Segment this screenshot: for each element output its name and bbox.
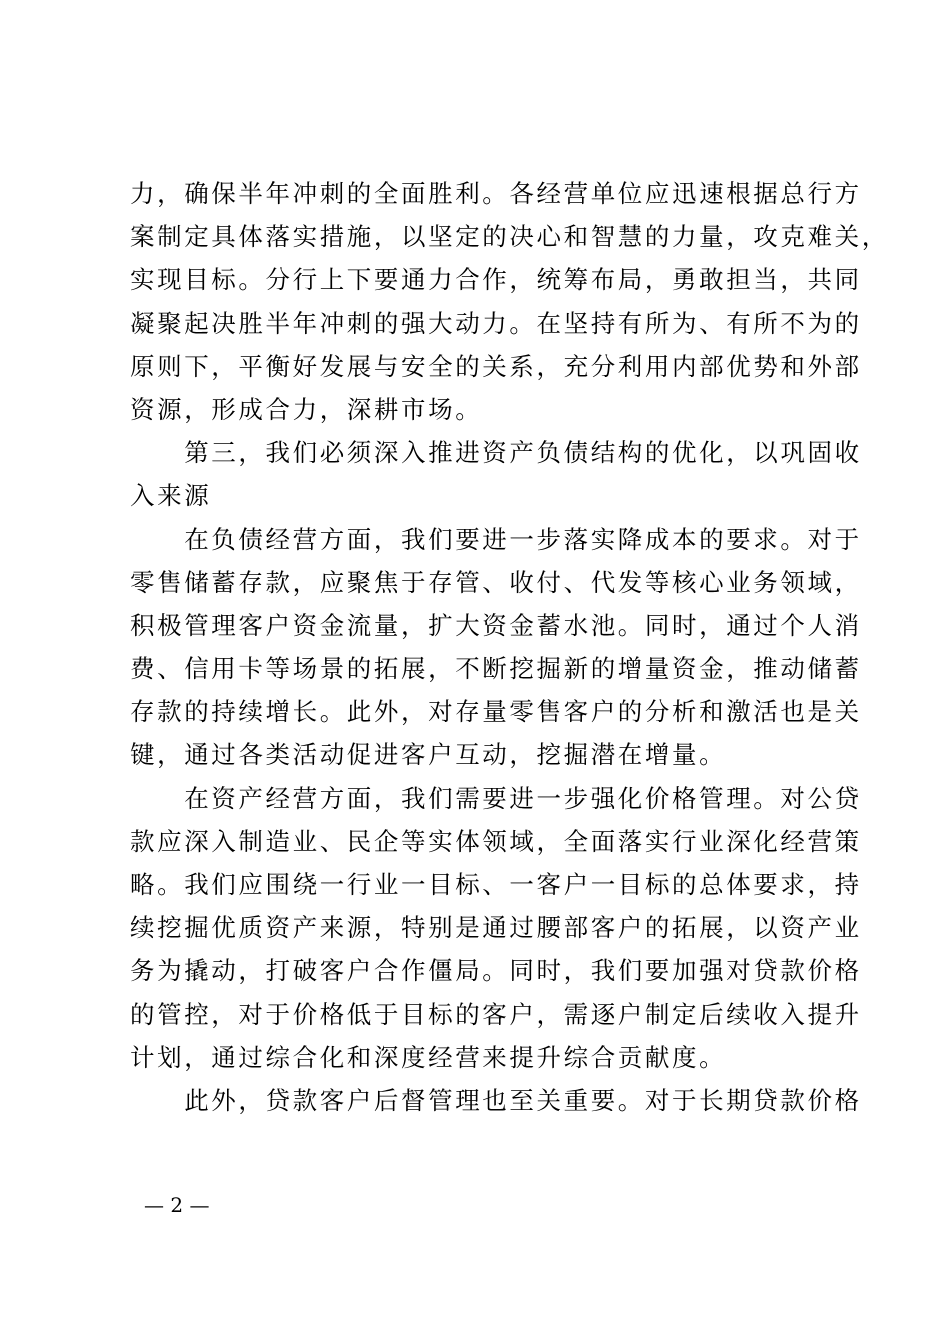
- text-line: 键，通过各类活动促进客户互动，挖掘潜在增量。: [130, 740, 727, 770]
- text-line: 续挖掘优质资产来源，特别是通过腰部客户的拓展，以资产业: [130, 913, 862, 943]
- text-line: 此外，贷款客户后督管理也至关重要。对于长期贷款价格: [130, 1085, 862, 1115]
- text-line: 实现目标。分行上下要通力合作，统筹布局，勇敢担当，共同: [130, 265, 862, 295]
- text-line: 务为撬动，打破客户合作僵局。同时，我们要加强对贷款价格: [130, 956, 862, 986]
- text-line: 案制定具体落实措施，以坚定的决心和智慧的力量，攻克难关，: [130, 222, 889, 252]
- text-line: 零售储蓄存款，应聚焦于存管、收付、代发等核心业务领域，: [130, 567, 862, 597]
- section-heading-line: 入来源: [130, 481, 212, 511]
- text-line: 积极管理客户资金流量，扩大资金蓄水池。同时，通过个人消: [130, 610, 862, 640]
- text-line: 费、信用卡等场景的拓展，不断挖掘新的增量资金，推动储蓄: [130, 654, 862, 684]
- text-line: 款应深入制造业、民企等实体领域，全面落实行业深化经营策: [130, 826, 862, 856]
- text-line: 力，确保半年冲刺的全面胜利。各经营单位应迅速根据总行方: [130, 179, 862, 208]
- text-line: 在负债经营方面，我们要进一步落实降成本的要求。对于: [130, 524, 862, 554]
- text-line: 原则下，平衡好发展与安全的关系，充分利用内部优势和外部: [130, 351, 862, 381]
- page-number: — 2 —: [144, 1193, 210, 1217]
- text-line: 凝聚起决胜半年冲刺的强大动力。在坚持有所为、有所不为的: [130, 308, 862, 338]
- section-heading-line: 第三，我们必须深入推进资产负债结构的优化，以巩固收: [130, 438, 862, 468]
- text-line: 的管控，对于价格低于目标的客户，需逐户制定后续收入提升: [130, 999, 862, 1029]
- text-line: 略。我们应围绕一行业一目标、一客户一目标的总体要求，持: [130, 870, 862, 899]
- document-body: [130, 172, 889, 1122]
- text-line: 计划，通过综合化和深度经营来提升综合贡献度。: [130, 1042, 727, 1072]
- text-line: 资源，形成合力，深耕市场。: [130, 394, 483, 424]
- text-line: 在资产经营方面，我们需要进一步强化价格管理。对公贷: [130, 783, 862, 813]
- text-line: 存款的持续增长。此外，对存量零售客户的分析和激活也是关: [130, 697, 862, 727]
